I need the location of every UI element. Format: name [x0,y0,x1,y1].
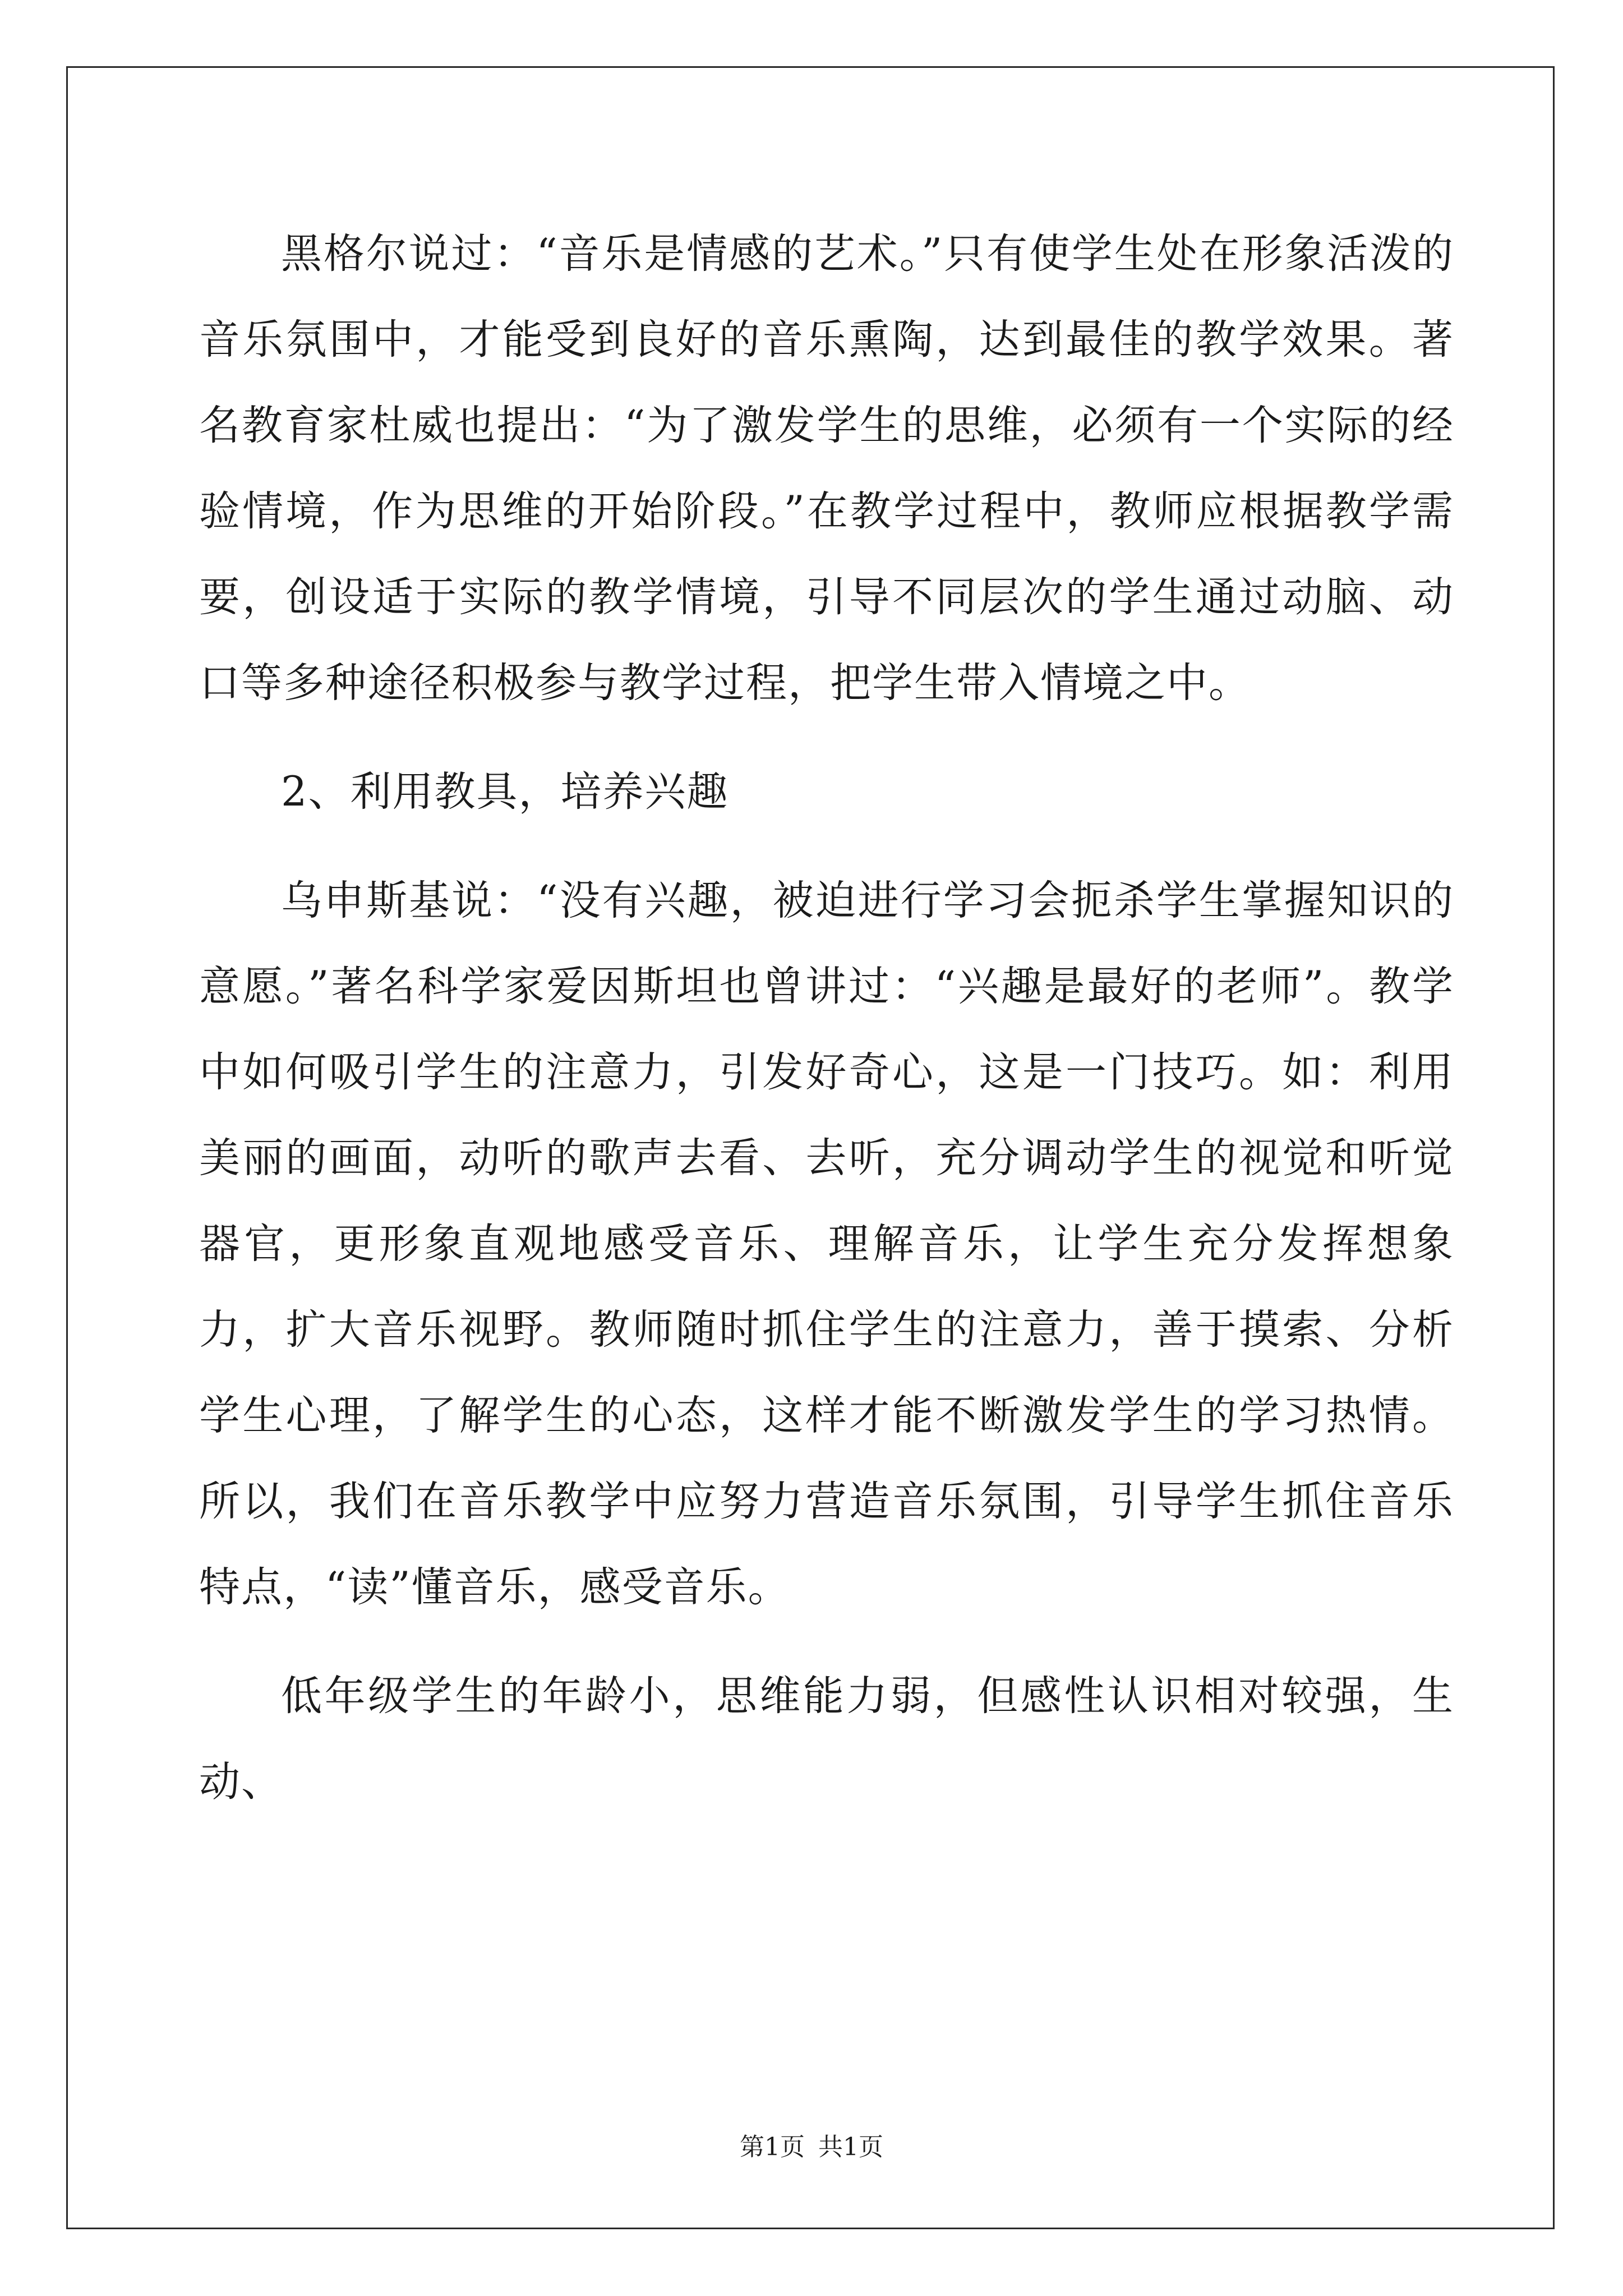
page-number-total: 共1页 [818,2133,883,2161]
paragraph-young-students: 低年级学生的年龄小，思维能力弱，但感性认识相对较强，生动、 [199,1672,1454,1806]
paragraph-ushinsky-quote: 乌申斯基说：“没有兴趣，被迫进行学习会扼杀学生掌握知识的意愿。”著名科学家爱因斯坦也曾讲过：“兴趣是最好的老师”。教学中如何吸引学生的注意力，引发好奇心，这是一门技巧。如：利用美丽的画面，动听的歌声去看、去听，充分调动学生的视觉和听觉器官，更形象直观地感受音乐、理解音乐，让学生充分发挥想象力，扩大音乐视野。教师随时抓住学生的注意力，善于摸索、分析学生心理，了解学生的心态，这样才能不断激发学生的学习热情。所以，我们在音乐教学中应努力营造音乐氛围，引导学生抓住音乐特点，“读”懂音乐，感受音乐。 [199,877,1454,1611]
page-footer [0,2131,1623,2164]
document-body [199,211,1454,1848]
paragraph-hegel-quote: 黑格尔说过：“音乐是情感的艺术。”只有使学生处在形象活泼的音乐氛围中，才能受到良好的音乐熏陶，达到最佳的教学效果。著名教育家杜威也提出：“为了激发学生的思维，必须有一个实际的经验情境，作为思维的开始阶段。”在教学过程中，教师应根据教学需要，创设适于实际的教学情境，引导不同层次的学生通过动脑、动口等多种途径积极参与教学过程，把学生带入情境之中。 [199,230,1454,707]
page-number-current: 第1页 [740,2133,805,2161]
section-heading-teaching-aids: 2、利用教具，培养兴趣 [281,768,729,816]
